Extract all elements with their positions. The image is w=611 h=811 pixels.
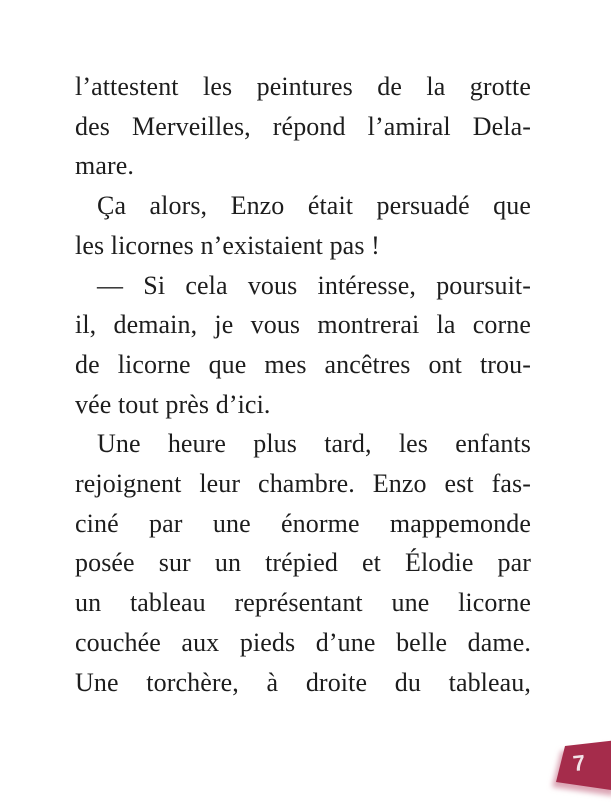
text-line: Une torchère, à droite du tableau, <box>75 667 531 697</box>
text-line: ciné par une énorme mappemonde <box>75 508 531 538</box>
text-line: — Si cela vous intéresse, poursuit- <box>97 270 531 300</box>
text-line: vée tout près d’ici. <box>75 389 271 419</box>
page-text-block <box>75 67 531 702</box>
text-line: mare. <box>75 151 134 181</box>
text-line: Ça alors, Enzo était persuadé que <box>97 191 531 221</box>
text-line: rejoignent leur chambre. Enzo est fas- <box>75 469 531 499</box>
text-line: il, demain, je vous montrerai la corne <box>75 310 531 340</box>
page-number-badge <box>540 734 611 811</box>
text-line: les licornes n’existaient pas ! <box>75 230 380 260</box>
text-line: posée sur un trépied et Élodie par <box>75 548 531 578</box>
text-line: couchée aux pieds d’une belle dame. <box>75 627 531 657</box>
text-line: l’attestent les peintures de la grotte <box>75 72 531 101</box>
text-line: Une heure plus tard, les enfants <box>97 429 531 459</box>
text-line: un tableau représentant une licorne <box>75 588 531 618</box>
page-number: 7 <box>571 749 587 777</box>
text-line: des Merveilles, répond l’amiral Dela- <box>75 111 531 141</box>
text-line: de licorne que mes ancêtres ont trou- <box>75 349 531 379</box>
